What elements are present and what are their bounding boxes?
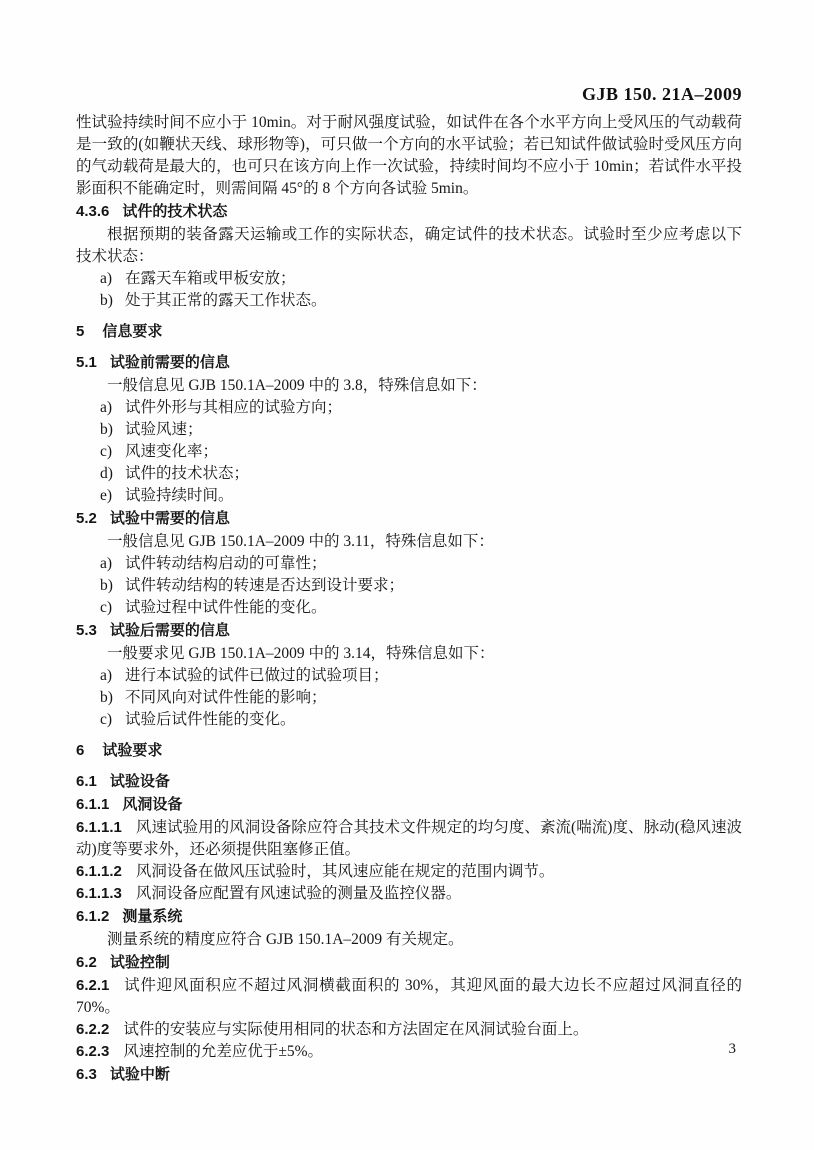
clause-number: 6.2.2 — [76, 1021, 110, 1038]
numbered-paragraph-6-2-3 — [76, 1041, 742, 1063]
clause-title: 试验控制 — [109, 954, 170, 971]
list-marker: c) — [100, 599, 113, 616]
list-item — [76, 463, 742, 485]
clause-text: 风速试验用的风洞设备除应符合其技术文件规定的均匀度、紊流(喘流)度、脉动(稳风速波动)度等要求外，还必须提供阻塞修正值。 — [76, 819, 742, 858]
numbered-paragraph-6-2-1 — [76, 975, 742, 1019]
list-item — [76, 709, 742, 731]
list-marker: e) — [100, 487, 113, 504]
list-marker: b) — [100, 689, 113, 706]
clause-number: 6.1.1 — [76, 796, 110, 813]
section-heading-6-1-1 — [76, 794, 742, 816]
list-item-text: 在露天车箱或甲板安放； — [125, 270, 296, 287]
clause-number: 4.3.6 — [76, 203, 110, 220]
list-item-text: 风速变化率； — [125, 443, 219, 460]
list-marker: c) — [100, 443, 113, 460]
section-heading-5 — [76, 321, 742, 343]
paragraph: 一般信息见 GJB 150.1A–2009 中的 3.11，特殊信息如下： — [107, 533, 494, 550]
paragraph: 测量系统的精度应符合 GJB 150.1A–2009 有关规定。 — [107, 931, 464, 948]
list-marker: a) — [100, 555, 113, 572]
list-marker: a) — [100, 270, 113, 287]
clause-number: 6.1.1.1 — [76, 819, 122, 836]
list-marker: c) — [100, 711, 113, 728]
list-item-text: 试验风速； — [125, 421, 203, 438]
clause-number: 6 — [76, 742, 85, 759]
section-heading-4-3-6 — [76, 201, 742, 223]
section-heading-5-1 — [76, 352, 742, 374]
list-item — [76, 665, 742, 687]
clause-title: 试验中断 — [109, 1066, 170, 1083]
clause-title: 试验要求 — [102, 742, 163, 759]
clause-number: 6.2.1 — [76, 977, 110, 994]
clause-number: 6.1.2 — [76, 908, 110, 925]
list-item — [76, 687, 742, 709]
list-item — [76, 268, 742, 290]
list-item — [76, 290, 742, 312]
clause-text: 风速控制的允差应优于±5%。 — [123, 1043, 324, 1060]
list-item — [76, 397, 742, 419]
clause-number: 5.1 — [76, 354, 97, 371]
paragraph: 根据预期的装备露天运输或工作的实际状态，确定试件的技术状态。试验时至少应考虑以下技术状态： — [76, 226, 742, 265]
list-item-text: 试验持续时间。 — [125, 487, 234, 504]
clause-title: 试件的技术状态 — [122, 203, 228, 220]
clause-text: 风洞设备在做风压试验时，其风速应能在规定的范围内调节。 — [135, 863, 555, 880]
list-marker: b) — [100, 421, 113, 438]
clause-title: 试验设备 — [109, 773, 170, 790]
section-heading-6-1-2 — [76, 906, 742, 928]
list-item-text: 试验过程中试件性能的变化。 — [125, 599, 327, 616]
clause-title: 测量系统 — [122, 908, 183, 925]
paragraph: 一般要求见 GJB 150.1A–2009 中的 3.14，特殊信息如下： — [107, 645, 495, 662]
clause-title: 试验前需要的信息 — [109, 354, 230, 371]
list-item-text: 处于其正常的露天工作状态。 — [125, 292, 327, 309]
section-heading-6-3 — [76, 1064, 742, 1086]
list-marker: b) — [100, 292, 113, 309]
standard-number-header: GJB 150. 21A–2009 — [581, 84, 742, 104]
clause-title: 试验后需要的信息 — [109, 622, 230, 639]
clause-number: 6.3 — [76, 1066, 97, 1083]
clause-number: 5.3 — [76, 622, 97, 639]
clause-title: 风洞设备 — [122, 796, 183, 813]
clause-number: 6.1.1.2 — [76, 863, 122, 880]
clause-number: 6.2 — [76, 954, 97, 971]
section-heading-6 — [76, 740, 742, 762]
list-item-text: 进行本试验的试件已做过的试验项目； — [125, 667, 389, 684]
list-item — [76, 575, 742, 597]
list-marker: b) — [100, 577, 113, 594]
section-heading-6-1 — [76, 771, 742, 793]
list-marker: d) — [100, 465, 113, 482]
clause-number: 5 — [76, 323, 85, 340]
numbered-paragraph-6-1-1-1 — [76, 817, 742, 861]
clause-number: 6.2.3 — [76, 1043, 110, 1060]
list-item-text: 试件转动结构启动的可靠性； — [125, 555, 327, 572]
list-item-text: 试件转动结构的转速是否达到设计要求； — [125, 577, 405, 594]
list-item — [76, 485, 742, 507]
clause-number: 6.1 — [76, 773, 97, 790]
list-item — [76, 441, 742, 463]
list-item-text: 不同风向对试件性能的影响； — [125, 689, 327, 706]
list-item — [76, 419, 742, 441]
section-heading-5-3 — [76, 620, 742, 642]
clause-text: 风洞设备应配置有风速试验的测量及监控仪器。 — [135, 885, 462, 902]
section-heading-5-2 — [76, 508, 742, 530]
clause-text: 试件迎风面积应不超过风洞横截面积的 30%，其迎风面的最大边长不应超过风洞直径的 70%。 — [76, 977, 742, 1016]
clause-number: 6.1.1.3 — [76, 885, 122, 902]
list-item — [76, 553, 742, 575]
paragraph-continuation: 性试验持续时间不应小于 10min。对于耐风强度试验，如试件在各个水平方向上受风压的气动载荷是一致的(如鞭状天线、球形物等)，可只做一个方向的水平试验；若已知试件做试验时受风压方向的气动载荷是最大的，也可只在该方向上作一次试验，持续时间均不应小于 10min；若试件水平投影面积不能确定时，则需间隔 45°的 8 个方向各试验 5min。 — [76, 114, 742, 197]
list-item-text: 试件外形与其相应的试验方向； — [125, 399, 343, 416]
list-marker: a) — [100, 667, 113, 684]
clause-number: 5.2 — [76, 510, 97, 527]
numbered-paragraph-6-1-1-2 — [76, 861, 742, 883]
list-item-text: 试验后试件性能的变化。 — [125, 711, 296, 728]
list-item — [76, 597, 742, 619]
list-item-text: 试件的技术状态； — [125, 465, 250, 482]
list-marker: a) — [100, 399, 113, 416]
clause-title: 信息要求 — [102, 323, 163, 340]
paragraph: 一般信息见 GJB 150.1A–2009 中的 3.8，特殊信息如下： — [107, 377, 487, 394]
numbered-paragraph-6-2-2 — [76, 1019, 742, 1041]
numbered-paragraph-6-1-1-3 — [76, 883, 742, 905]
clause-title: 试验中需要的信息 — [109, 510, 230, 527]
clause-text: 试件的安装应与实际使用相同的状态和方法固定在风洞试验台面上。 — [123, 1021, 589, 1038]
section-heading-6-2 — [76, 952, 742, 974]
document-body — [76, 112, 742, 1087]
page-number: 3 — [728, 1041, 736, 1057]
